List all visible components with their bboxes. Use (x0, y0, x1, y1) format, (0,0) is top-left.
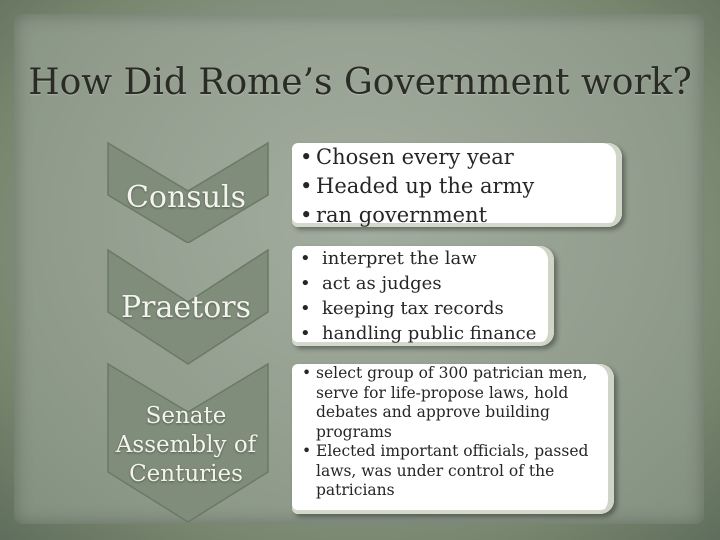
bullet-box-senate (292, 364, 614, 514)
row-label-praetors (100, 292, 272, 324)
bullet-item: • select group of 300 patrician men, serve for life-propose laws, hold debates and approve building programs (300, 364, 614, 442)
bullet-item: • Chosen every year (298, 143, 622, 172)
bullet-item: • Headed up the army (298, 172, 622, 201)
bullet-item: • keeping tax records (298, 296, 554, 321)
bullet-item: • interpret the law (298, 246, 554, 271)
bullet-item: • Elected important officials, passed laws, was under control of the patricians (300, 442, 614, 501)
label-line: Praetors (120, 290, 252, 325)
bullet-item: • ran government (298, 201, 622, 230)
row-label-senate (100, 402, 272, 489)
bullet-item: • act as judges (298, 271, 554, 296)
bullet-box-consuls (292, 143, 622, 227)
label-line: Assembly of (115, 432, 257, 458)
row-label-consuls (100, 182, 272, 214)
label-line: Centuries (129, 461, 243, 487)
label-line: Senate (145, 403, 227, 429)
bullet-box-praetors (292, 246, 554, 346)
label-line: Consuls (125, 180, 247, 215)
slide-title: How Did Rome’s Government work? (28, 62, 692, 103)
bullet-item: • handling public finance (298, 321, 554, 346)
